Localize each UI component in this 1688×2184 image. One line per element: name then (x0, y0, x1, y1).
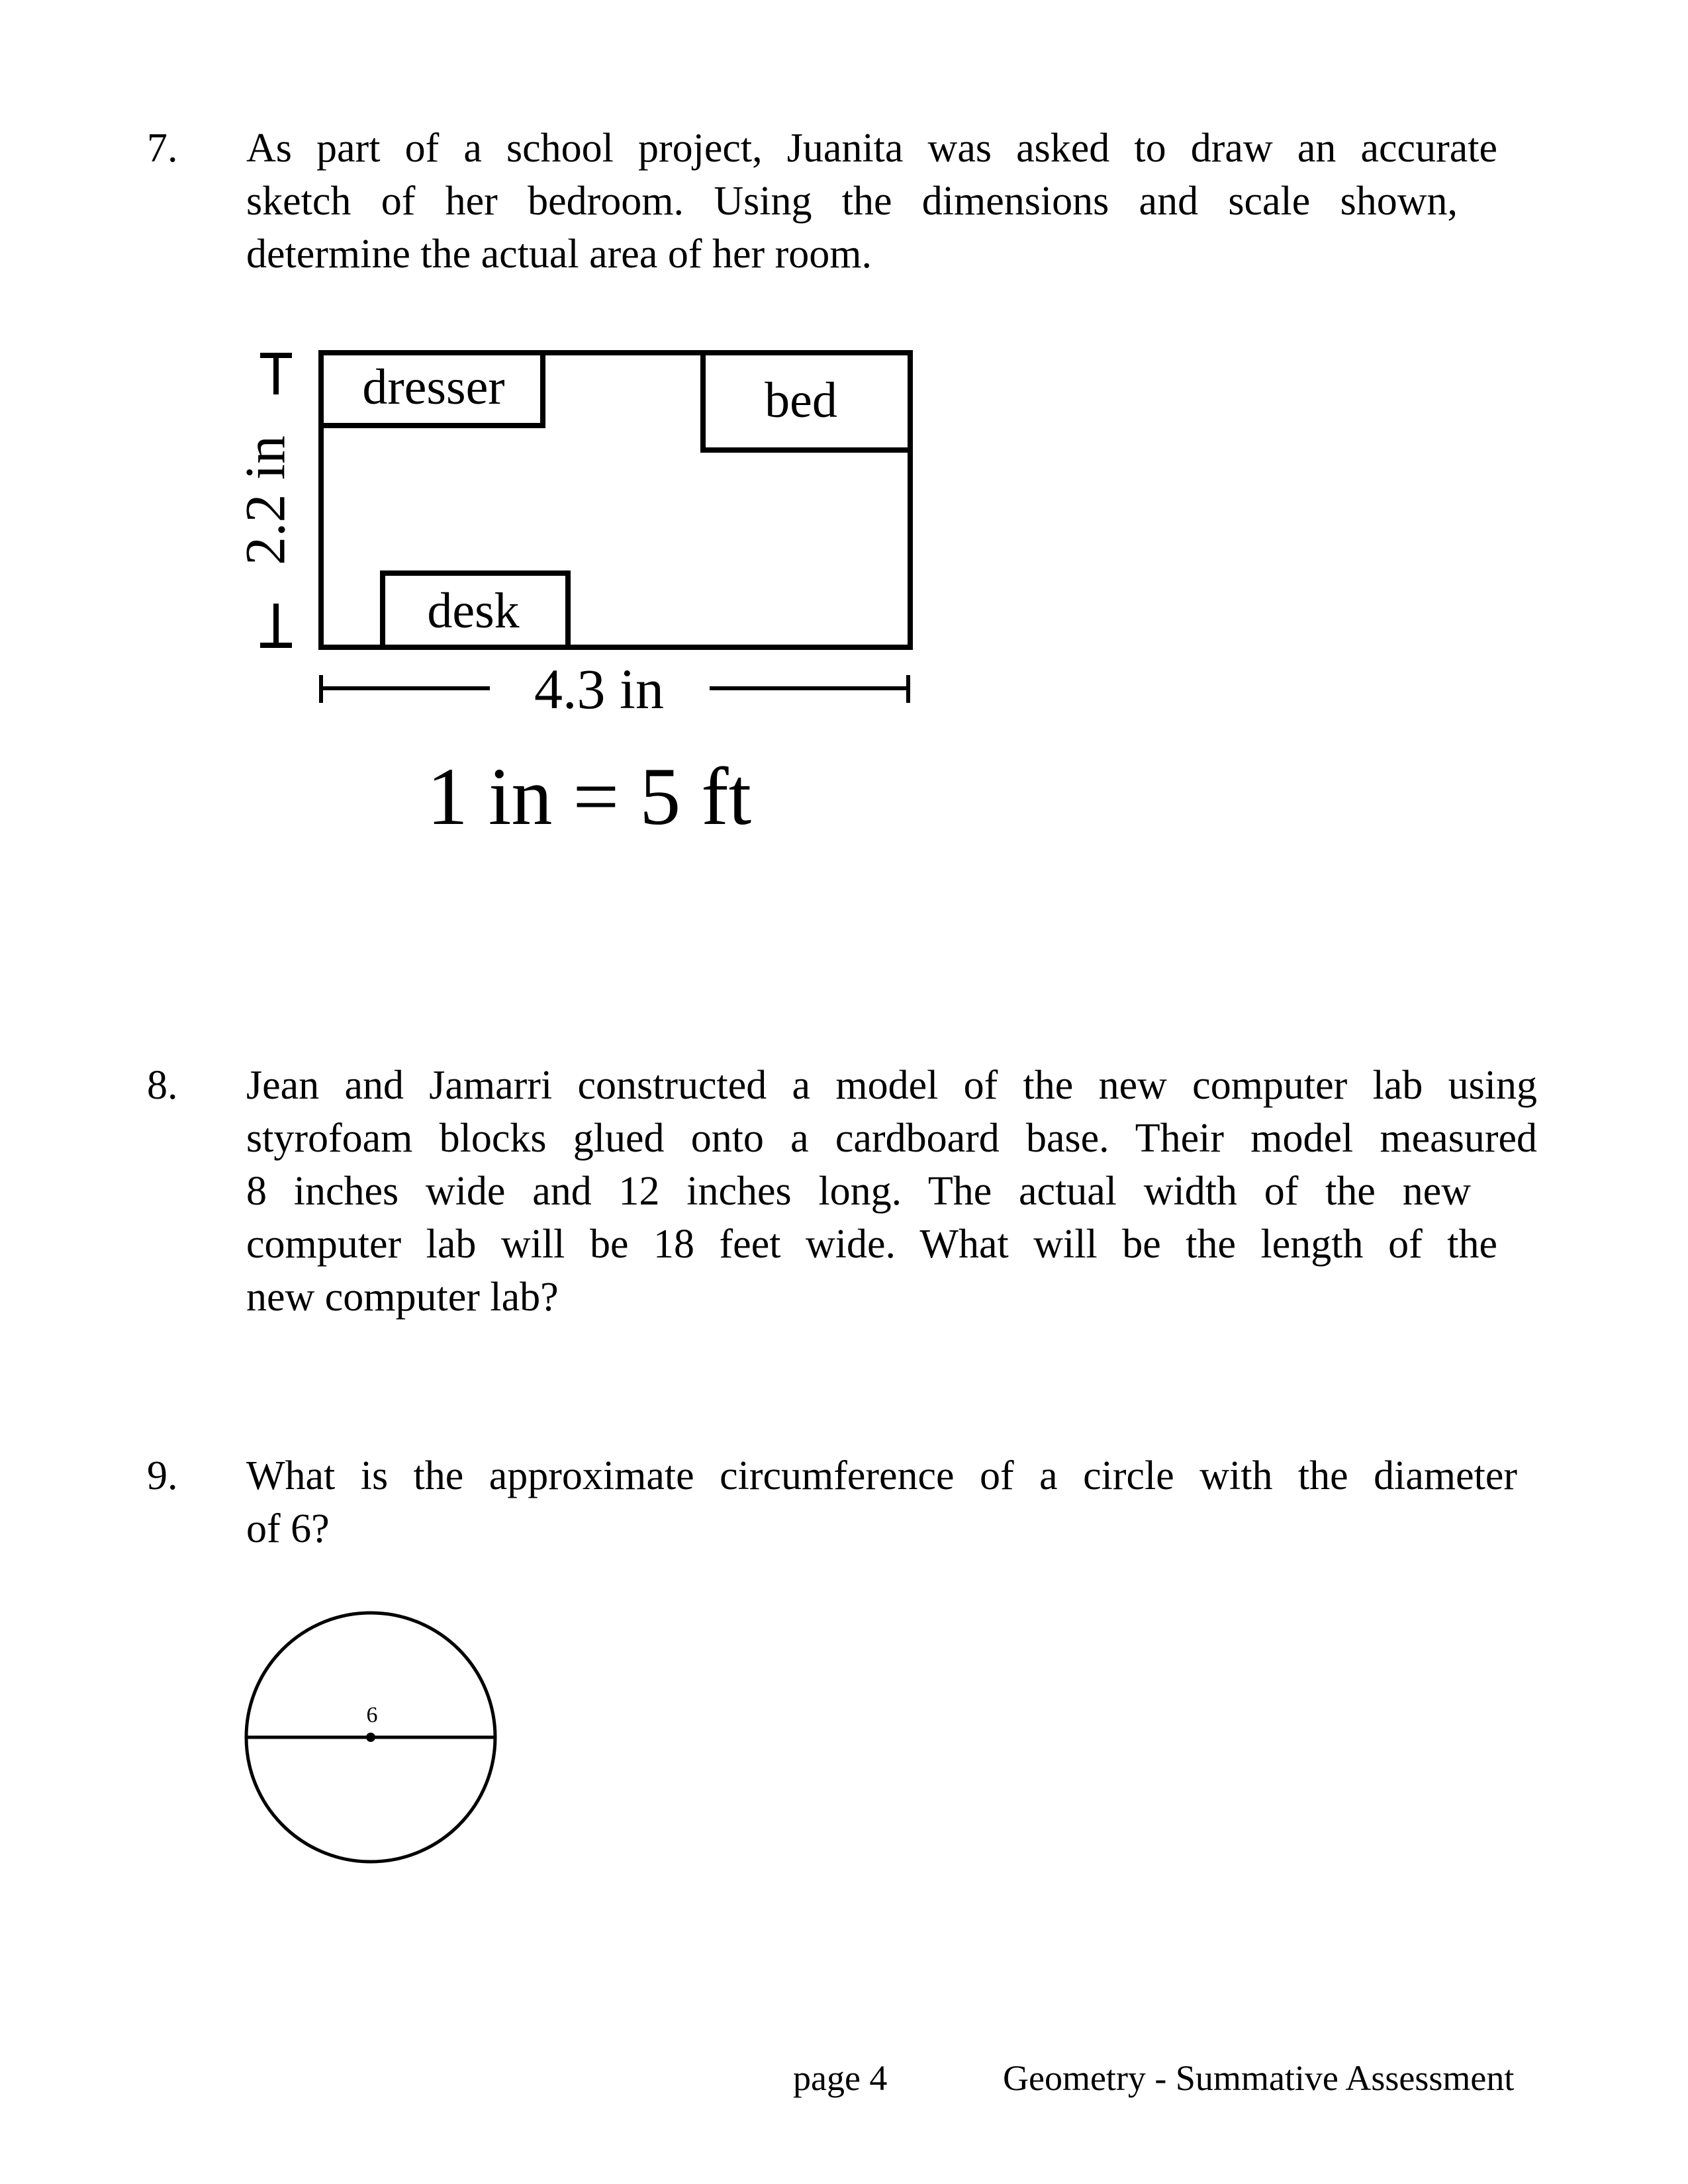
circle-figure (246, 1613, 495, 1862)
center-point (366, 1733, 375, 1742)
scale-label: 1 in = 5 ft (426, 751, 752, 842)
question-9-line: of 6? (246, 1506, 330, 1551)
question-7-line: determine the actual area of her room. (246, 232, 872, 277)
question-7-line: As part of a school project, Juanita was asked to draw an accurate (246, 126, 1497, 171)
bed-label: bed (765, 373, 837, 428)
question-8-line: styrofoam blocks glued onto a cardboard base. Their model measured (246, 1116, 1537, 1161)
desk-label: desk (427, 583, 520, 639)
question-7-line: sketch of her bedroom. Using the dimensions and scale shown, (246, 179, 1458, 224)
question-8-line: 8 inches wide and 12 inches long. The actual width of the new (246, 1169, 1471, 1214)
dresser-label: dresser (362, 359, 505, 415)
page-number: page 4 (793, 2058, 888, 2098)
document-title: Geometry - Summative Assessment (1003, 2058, 1515, 2098)
question-8-line: new computer lab? (246, 1275, 559, 1320)
question-7-number: 7. (147, 126, 178, 171)
question-8-number: 8. (147, 1063, 178, 1108)
question-9-line: What is the approximate circumference of a circle with the diameter (246, 1453, 1517, 1498)
width-label: 4.3 in (534, 657, 664, 721)
question-8-line: Jean and Jamarri constructed a model of the new computer lab using (246, 1063, 1537, 1108)
height-label: 2.2 in (233, 435, 297, 565)
question-8-line: computer lab will be 18 feet wide. What will be the length of the (246, 1222, 1497, 1267)
question-9-number: 9. (147, 1453, 178, 1498)
diameter-label: 6 (366, 1703, 378, 1727)
